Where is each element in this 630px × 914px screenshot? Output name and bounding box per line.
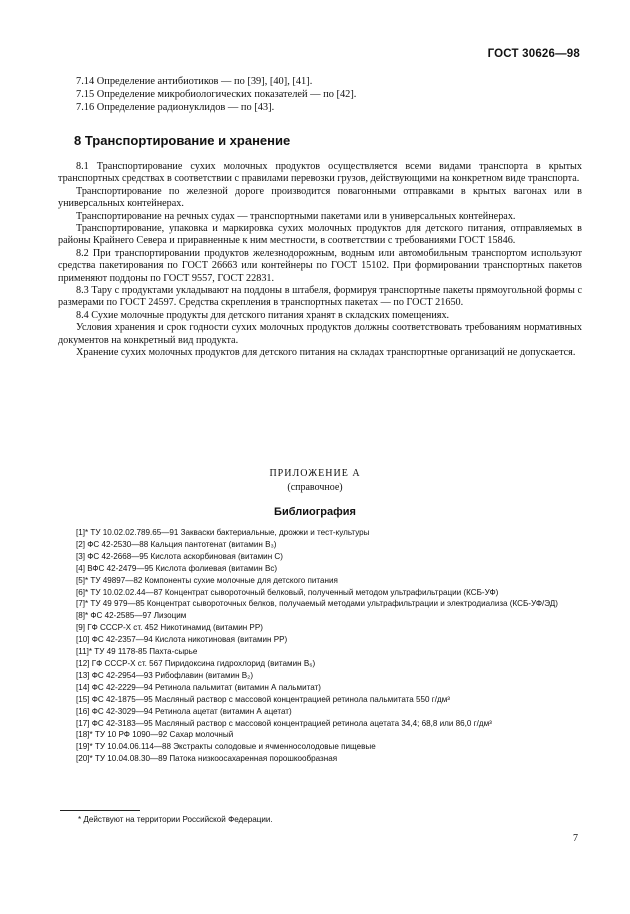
bibliography-entry: [9] ГФ СССР-Х ст. 452 Никотинамид (витамин PP) bbox=[76, 623, 263, 633]
page-number: 7 bbox=[573, 833, 578, 844]
appendix-label: ПРИЛОЖЕНИЕ А bbox=[269, 468, 361, 479]
bibliography-entry: [5]* ТУ 49897—82 Компоненты сухие молочные для детского питания bbox=[76, 575, 338, 585]
bibliography-entry: [2] ФС 42-2530—88 Кальция пантотенат (витамин B₃) bbox=[76, 539, 277, 549]
bibliography-entry: [14] ФС 42-2229—94 Ретинола пальмитат (витамин А пальмитат) bbox=[76, 682, 321, 692]
bibliography-entry: [11]* ТУ 49 1178-85 Пахта-сырье bbox=[76, 647, 198, 657]
item-7-15: 7.15 Определение микробиологических показателей — по [42]. bbox=[76, 88, 357, 100]
footnote-divider bbox=[60, 810, 140, 811]
section-8-body bbox=[58, 161, 582, 360]
bibliography-entry: [10] ФС 42-2357—94 Кислота никотиновая (витамин PP) bbox=[76, 635, 288, 645]
bibliography-entry: [8]* ФС 42-2585—97 Лизоцим bbox=[76, 611, 187, 621]
bibliography-entry: [7]* ТУ 49 979—85 Концентрат сывороточных белков, получаемый методами ультрафильтрации и электродиализа (КСБ-УФ/ЭД) bbox=[76, 599, 558, 609]
bibliography-list bbox=[60, 527, 580, 765]
bibliography-entry: [3] ФС 42-2668—95 Кислота аскорбиновая (витамин C) bbox=[76, 551, 283, 561]
paragraph-8-4: 8.4 Сухие молочные продукты для детского питания хранят в складских помещениях. bbox=[76, 309, 450, 321]
paragraph-storage-ban: Хранение сухих молочных продуктов для детского питания на складах транспортные организаций не допускается. bbox=[76, 347, 576, 359]
paragraph-storage-conditions: Условия хранения и срок годности сухих молочных продуктов должны соответствовать требованиям нормативных документов на конкретный вид продукта. bbox=[58, 322, 582, 346]
bibliography-entry: [18]* ТУ 10 РФ 1090—92 Сахар молочный bbox=[76, 730, 234, 740]
section-8-title: 8 Транспортирование и хранение bbox=[74, 133, 291, 148]
bibliography-entry: [16] ФС 42-3029—94 Ретинола ацетат (витамин А ацетат) bbox=[76, 706, 292, 716]
paragraph-8-1: 8.1 Транспортирование сухих молочных продуктов осуществляется всеми видами транспорта в крытых транспортных средствах в соответствии с правилами перевозки грузов, действующими на конкретном виде транспорта. bbox=[58, 161, 582, 185]
bibliography-entry: [1]* ТУ 10.02.02.789.65—91 Закваски бактериальные, дрожжи и тест-культуры bbox=[76, 528, 370, 537]
appendix-kind: (справочное) bbox=[287, 482, 343, 493]
bibliography-entry: [17] ФС 42-3183—95 Масляный раствор с массовой концентрацией ретинола ацетата 34,4; 68,8 или 86,0 г/дм³ bbox=[76, 718, 492, 728]
section-7-items bbox=[76, 76, 576, 114]
bibliography-entry: [13] ФС 42-2954—93 Рибофлавин (витамин B₂) bbox=[76, 670, 254, 680]
item-7-14: 7.14 Определение антибиотиков — по [39], [40], [41]. bbox=[76, 76, 313, 87]
paragraph-8-3: 8.3 Тару с продуктами укладывают на поддоны в штабеля, формируя транспортные пакеты прямоугольной формы с размерами по ГОСТ 24597. Средства скрепления в транспортных пакетах — по ГОСТ 21650. bbox=[58, 285, 582, 309]
bibliography-entry: [12] ГФ СССР-Х ст. 567 Пиридоксина гидрохлорид (витамин B₆) bbox=[76, 658, 316, 668]
paragraph-rail: Транспортирование по железной дороге производится повагонными отправками в крытых вагонах или в универсальных контейнерах. bbox=[58, 185, 582, 210]
bibliography-entry: [15] ФС 42-1875—95 Масляный раствор с массовой концентрацией ретинола пальмитата 550 г/дм³ bbox=[76, 694, 450, 704]
bibliography-title: Библиография bbox=[274, 506, 356, 518]
paragraph-8-2: 8.2 При транспортировании продуктов железнодорожным, водным или автомобильным транспортом используют средства пакетирования по ГОСТ 26663 или контейнеры по ГОСТ 15102. При формировании транспортных пакетов применяют поддоны по ГОСТ 9557, ГОСТ 22831. bbox=[58, 247, 582, 284]
bibliography-entry: [19]* ТУ 10.04.06.114—88 Экстракты солодовые и ячменносолодовые пищевые bbox=[76, 742, 376, 752]
paragraph-north: Транспортирование, упаковка и маркировка сухих молочных продуктов для детского питания, отправляемых в районы Крайнего Севера и приравненные к ним местности, в соответствии с требованиями ГОСТ 15846. bbox=[58, 223, 582, 247]
bibliography-entry: [4] ВФС 42-2479—95 Кислота фолиевая (витамин Bc) bbox=[76, 563, 278, 573]
paragraph-river: Транспортирование на речных судах — транспортными пакетами или в универсальных контейнерах. bbox=[76, 210, 516, 222]
footnote: * Действуют на территории Российской Федерации. bbox=[78, 815, 273, 824]
bibliography-entry: [20]* ТУ 10.04.08.30—89 Патока низкоосахаренная порошкообразная bbox=[76, 754, 338, 764]
item-7-16: 7.16 Определение радионуклидов — по [43]. bbox=[76, 101, 275, 113]
bibliography-entry: [6]* ТУ 10.02.02.44—87 Концентрат сывороточный белковый, полученный методом ультрафильтрации (КСБ-УФ) bbox=[76, 587, 499, 597]
document-header: ГОСТ 30626—98 bbox=[487, 48, 580, 60]
